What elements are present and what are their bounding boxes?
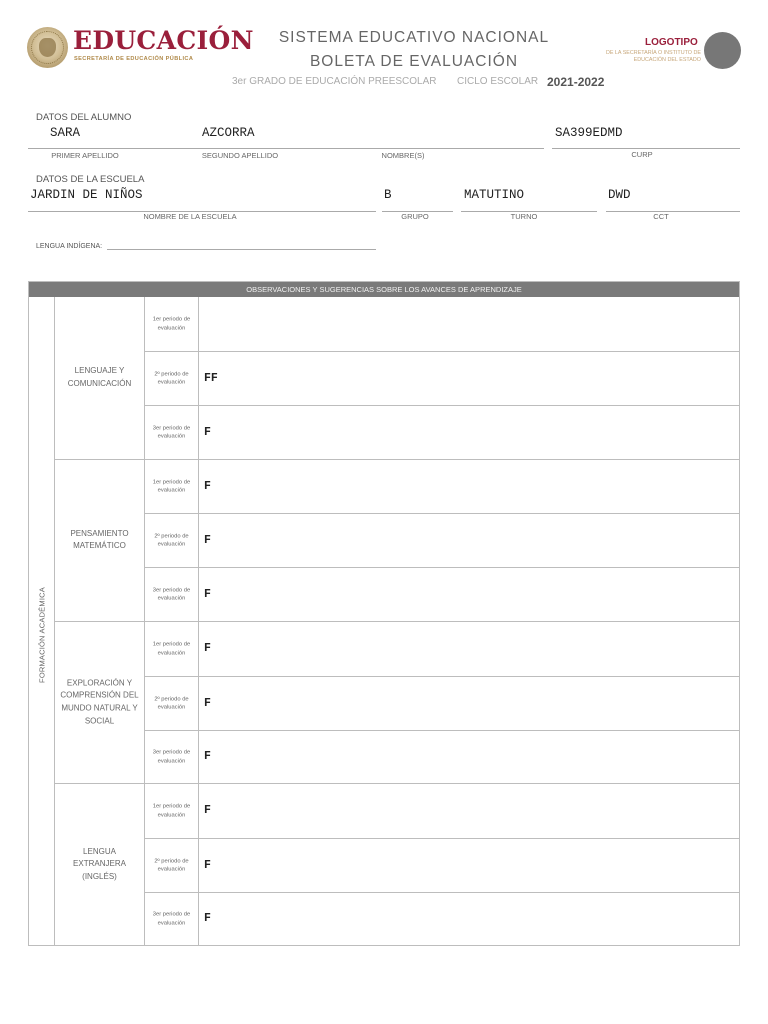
escuela-nombre-caption: NOMBRE DE LA ESCUELA <box>143 212 237 221</box>
ciclo-escolar-value: 2021-2022 <box>547 75 605 89</box>
observation-value: F <box>204 425 211 439</box>
grupo-caption: GRUPO <box>401 212 429 221</box>
observation-cell <box>199 893 739 945</box>
area-cell <box>55 460 145 622</box>
period-label: 3er periodo de evaluación <box>152 424 191 440</box>
period-cell <box>145 568 199 622</box>
period-cell <box>145 622 199 677</box>
observation-value: F <box>204 912 211 926</box>
observation-value: F <box>204 696 211 710</box>
observation-cell <box>199 839 739 893</box>
observation-cell <box>199 297 739 352</box>
period-label: 1er periodo de evaluación <box>152 803 191 818</box>
logotipo-description: DE LA SECRETARÍA O INSTITUTO DE EDUCACIÓN DEL ESTADO <box>605 50 701 64</box>
table-header: OBSERVACIONES Y SUGERENCIAS SOBRE LOS AVANCES DE APRENDIZAJE <box>29 282 739 297</box>
period-label: 3er periodo de evaluación <box>152 911 191 926</box>
grupo-value: B <box>384 188 392 202</box>
area-label: EXPLORACIÓN Y COMPRENSIÓN DEL MUNDO NATURAL Y SOCIAL <box>60 677 139 726</box>
period-cell <box>145 406 199 460</box>
sep-seal-logo <box>27 27 68 68</box>
observation-cell <box>199 568 739 622</box>
escuela-nombre-value: JARDIN DE NIÑOS <box>30 188 143 202</box>
evaluation-table <box>28 281 740 946</box>
period-cell <box>145 297 199 352</box>
datos-escuela-label: DATOS DE LA ESCUELA <box>36 174 145 185</box>
alumno-name-line <box>28 148 544 149</box>
period-cell <box>145 352 199 406</box>
curp-line <box>552 148 740 149</box>
observation-value: F <box>204 479 211 493</box>
area-label: PENSAMIENTO MATEMÁTICO <box>70 528 129 551</box>
brand-title: EDUCACIÓN <box>73 26 254 55</box>
period-cell <box>145 677 199 731</box>
observation-value: F <box>204 533 211 547</box>
eagle-emblem-icon <box>39 38 56 57</box>
period-label: 2º periodo de evaluación <box>154 370 189 386</box>
period-label: 3er periodo de evaluación <box>152 749 191 764</box>
period-cell <box>145 514 199 568</box>
observation-cell <box>199 406 739 460</box>
observation-cell <box>199 731 739 784</box>
lengua-indigena-label: LENGUA INDÍGENA: <box>36 243 103 250</box>
area-label: LENGUAJE Y COMUNICACIÓN <box>67 366 132 388</box>
logotipo-label: LOGOTIPO <box>645 37 698 48</box>
area-cell <box>55 297 145 460</box>
area-cell <box>55 784 145 945</box>
state-logo-placeholder <box>704 32 741 69</box>
observation-cell <box>199 784 739 839</box>
lengua-indigena-line <box>107 249 376 250</box>
brand-subtitle: SECRETARÍA DE EDUCACIÓN PÚBLICA <box>74 56 194 62</box>
grado-label: 3er GRADO DE EDUCACIÓN PREESCOLAR <box>232 76 437 87</box>
formacion-academica-column <box>29 297 55 945</box>
period-cell <box>145 460 199 514</box>
curp-caption: CURP <box>631 150 653 159</box>
observation-value: F <box>204 804 211 818</box>
period-label: 2º periodo de evaluación <box>154 857 189 873</box>
turno-value: MATUTINO <box>464 188 525 202</box>
primer-apellido-value: SARA <box>50 126 81 140</box>
period-label: 2º periodo de evaluación <box>154 532 189 548</box>
segundo-apellido-value: AZCORRA <box>202 126 255 140</box>
period-label: 1er periodo de evaluación <box>152 316 191 331</box>
datos-alumno-label: DATOS DEL ALUMNO <box>36 112 132 123</box>
observation-value: FF <box>204 371 218 385</box>
period-label: 1er periodo de evaluación <box>152 641 191 656</box>
curp-value: SA399EDMD <box>555 126 623 140</box>
period-label: 3er periodo de evaluación <box>152 586 191 602</box>
area-cell <box>55 622 145 784</box>
observation-cell <box>199 622 739 677</box>
primer-apellido-caption: PRIMER APELLIDO <box>51 151 119 160</box>
nombres-caption: NOMBRE(S) <box>381 151 425 160</box>
segundo-apellido-caption: SEGUNDO APELLIDO <box>201 151 279 160</box>
period-label: 1er periodo de evaluación <box>152 478 191 494</box>
observation-cell <box>199 460 739 514</box>
period-cell <box>145 784 199 839</box>
observation-value: F <box>204 858 211 872</box>
period-label: 2º periodo de evaluación <box>154 695 189 711</box>
observation-cell <box>199 677 739 731</box>
document-title-line2: BOLETA DE EVALUACIÓN <box>309 53 519 70</box>
area-label: LENGUA EXTRANJERA (INGLÉS) <box>73 846 126 881</box>
document-title-line1: SISTEMA EDUCATIVO NACIONAL <box>278 29 550 46</box>
formacion-academica-label: FORMACIÓN ACADÉMICA <box>37 587 47 683</box>
period-cell <box>145 893 199 945</box>
period-cell <box>145 731 199 784</box>
cct-value: DWD <box>608 188 631 202</box>
observation-cell <box>199 514 739 568</box>
observation-value: F <box>204 587 211 601</box>
cct-caption: CCT <box>653 212 669 221</box>
turno-caption: TURNO <box>510 212 538 221</box>
ciclo-escolar-label: CICLO ESCOLAR <box>457 76 539 87</box>
period-cell <box>145 839 199 893</box>
observation-value: F <box>204 750 211 764</box>
observation-cell <box>199 352 739 406</box>
observation-value: F <box>204 642 211 656</box>
